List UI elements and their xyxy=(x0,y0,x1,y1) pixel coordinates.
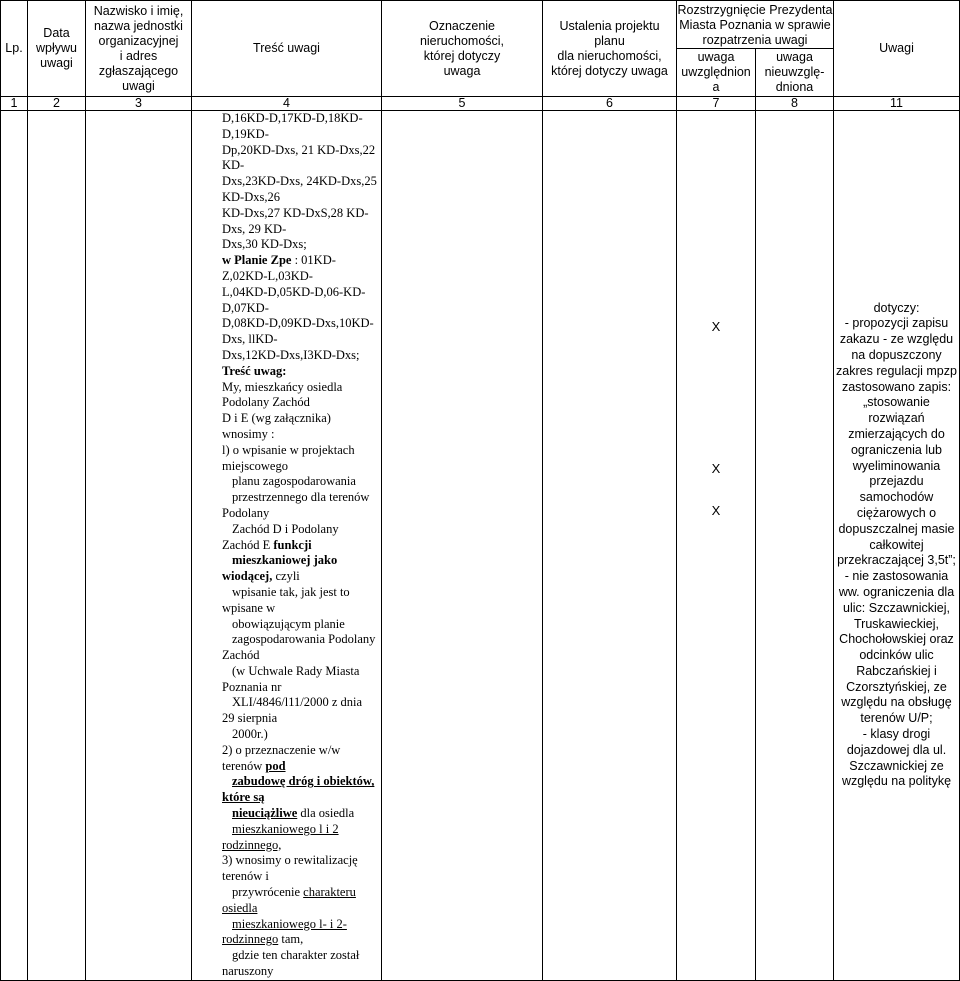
text-line: Dxs,23KD-Dxs, 24KD-Dxs,25 KD-Dxs,26 xyxy=(222,174,377,204)
column-number: 11 xyxy=(834,97,960,111)
text-line: gdzie ten charakter został naruszony xyxy=(222,948,360,979)
header-rozstrzygniecie: Rozstrzygnięcie Prezydenta Miasta Poznania w sprawie rozpatrzenia uwagi xyxy=(677,1,834,49)
text-line: My, mieszkańcy osiedla Podolany Zachód xyxy=(222,379,343,410)
remark-line: zmierzających do xyxy=(848,426,945,441)
remark-line: Truskawieckiej, xyxy=(854,616,939,631)
accepted-mark: X xyxy=(711,319,721,334)
remark-line: całkowitej xyxy=(869,537,924,552)
header-row xyxy=(1,1,960,49)
text-line: obowiązującym planie xyxy=(232,616,345,631)
cell-nazwisko xyxy=(86,111,192,981)
cell-lp xyxy=(1,111,28,981)
remark-line: Szczawnickiej ze xyxy=(849,758,944,773)
header-nazwisko: Nazwisko i imię, nazwa jednostki organizacyjnej i adres zgłaszającego uwagi xyxy=(86,1,192,97)
text-line: wpisanie tak, jak jest to wpisane w xyxy=(222,584,350,615)
remark-line: względu na obsługę xyxy=(841,695,952,710)
table-row xyxy=(1,111,960,981)
remark-line: ciężarowych o xyxy=(856,505,937,520)
text-line: l) o wpisanie w projektach miejscowego xyxy=(222,442,355,473)
column-number: 4 xyxy=(192,97,382,111)
header-oznaczenie: Oznaczenie nieruchomości, której dotyczy uwaga xyxy=(382,1,543,97)
remark-line: terenów U/P; xyxy=(860,711,933,726)
text-line: zagospodarowania Podolany Zachód xyxy=(222,632,376,663)
remark-line: Chochołowskiej oraz xyxy=(839,632,954,647)
header-lp: Lp. xyxy=(1,1,28,97)
cell-uwagi xyxy=(834,111,960,981)
text-line: D,08KD-D,09KD-Dxs,10KD-Dxs, llKD- xyxy=(222,316,374,347)
remark-line: przejazdu xyxy=(869,474,924,489)
remark-line: ulic: Szczawnickiej, xyxy=(843,600,950,615)
remark-line: Rabczańskiej i xyxy=(856,663,937,678)
cell-nieuwzgledniona xyxy=(756,111,834,981)
remark-line: na dopuszczony xyxy=(851,347,942,362)
remark-line: przekraczającej 3,5t”; xyxy=(837,553,956,568)
remark-line: względu na politykę xyxy=(841,774,952,789)
text-line: D i E (wg załącznika) wnosimy : xyxy=(222,411,331,441)
text-line: L,04KD-D,05KD-D,06-KD-D,07KD- xyxy=(222,284,366,315)
column-number: 6 xyxy=(543,97,677,111)
text-line: mieszkaniowej jako wiodącej, czyli xyxy=(222,553,338,584)
text-line: Dxs,30 KD-Dxs; xyxy=(222,237,307,252)
column-number: 5 xyxy=(382,97,543,111)
remark-line: ww. ograniczenia dla xyxy=(838,584,955,599)
text-line: planu zagospodarowania xyxy=(232,474,356,489)
remark-line: rozwiązań xyxy=(868,411,925,426)
remark-line: odcinków ulic xyxy=(859,648,934,663)
text-line: D,16KD-D,17KD-D,18KD-D,19KD- xyxy=(222,111,363,141)
text-line: KD-Dxs,27 KD-DxS,28 KD-Dxs, 29 KD- xyxy=(222,205,369,236)
cell-ustalenia xyxy=(543,111,677,981)
header-uwzgledniona: uwaga uwzględnion a xyxy=(677,49,756,97)
remark-line: zastosowano zapis: xyxy=(841,379,952,394)
column-number: 3 xyxy=(86,97,192,111)
header-nieuwzgledniona: uwaga nieuwzglę- dniona xyxy=(756,49,834,97)
text-line: Zachód D i Podolany Zachód E funkcji xyxy=(222,521,339,552)
remark-line: dojazdowej dla ul. xyxy=(846,742,947,757)
text-line: 2) o przeznaczenie w/w terenów pod xyxy=(222,742,341,773)
remark-line: ograniczenia lub xyxy=(850,442,943,457)
remark-line: wyeliminowania xyxy=(852,458,941,473)
header-ustalenia: Ustalenia projektu planu dla nieruchomości, której dotyczy uwaga xyxy=(543,1,677,97)
remark-line: samochodów xyxy=(859,490,934,505)
remark-line: - propozycji zapisu xyxy=(844,316,949,331)
remark-line: „stosowanie xyxy=(863,395,930,410)
column-number: 8 xyxy=(756,97,834,111)
column-number-row xyxy=(1,97,960,111)
column-number: 7 xyxy=(677,97,756,111)
remark-line: zakazu - ze względu xyxy=(839,332,954,347)
text-line: Dp,20KD-Dxs, 21 KD-Dxs,22 KD- xyxy=(222,142,376,173)
section-heading: Treść uwag: xyxy=(222,363,287,378)
text-line: 3) wnosimy o rewitalizację terenów i xyxy=(222,853,358,884)
header-tresc-uwagi: Treść uwagi xyxy=(192,1,382,97)
remark-line: dopuszczalnej masie xyxy=(838,521,955,536)
text-line: mieszkaniowego l- i 2-rodzinnego tam, xyxy=(222,916,347,947)
text-line: w Planie Zpe : 01KD-Z,02KD-L,03KD- xyxy=(222,253,336,283)
remark-line: dotyczy: xyxy=(873,300,920,315)
text-line: przywrócenie charakteru osiedla xyxy=(222,885,356,915)
remark-line: zakres regulacji mpzp xyxy=(836,363,957,378)
remark-line: Czorsztyńskiej, ze xyxy=(846,679,947,694)
header-uwagi: Uwagi xyxy=(834,1,960,97)
column-number: 2 xyxy=(28,97,86,111)
text-line: zabudowę dróg i obiektów, które są xyxy=(222,774,375,805)
text-line: (w Uchwale Rady Miasta Poznania nr xyxy=(222,663,360,694)
remark-line: - nie zastosowania xyxy=(844,569,949,584)
cell-data-wplywu xyxy=(28,111,86,981)
accepted-mark: X xyxy=(711,461,721,476)
text-line: nieuciążliwe dla osiedla xyxy=(232,806,355,821)
cell-tresc-uwagi xyxy=(192,111,382,981)
column-number: 1 xyxy=(1,97,28,111)
cell-oznaczenie xyxy=(382,111,543,981)
cell-uwzgledniona xyxy=(677,111,756,981)
text-line: 2000r.) xyxy=(232,727,268,742)
header-data-wplywu: Data wpływu uwagi xyxy=(28,1,86,97)
text-line: przestrzennego dla terenów Podolany xyxy=(222,490,370,520)
accepted-mark: X xyxy=(711,503,721,518)
remark-line: - klasy drogi xyxy=(862,727,931,742)
text-line: mieszkaniowego l i 2 rodzinnego, xyxy=(222,821,339,852)
text-line: Dxs,12KD-Dxs,I3KD-Dxs; xyxy=(222,347,360,362)
text-line: XLI/4846/l11/2000 z dnia 29 sierpnia xyxy=(222,695,363,726)
